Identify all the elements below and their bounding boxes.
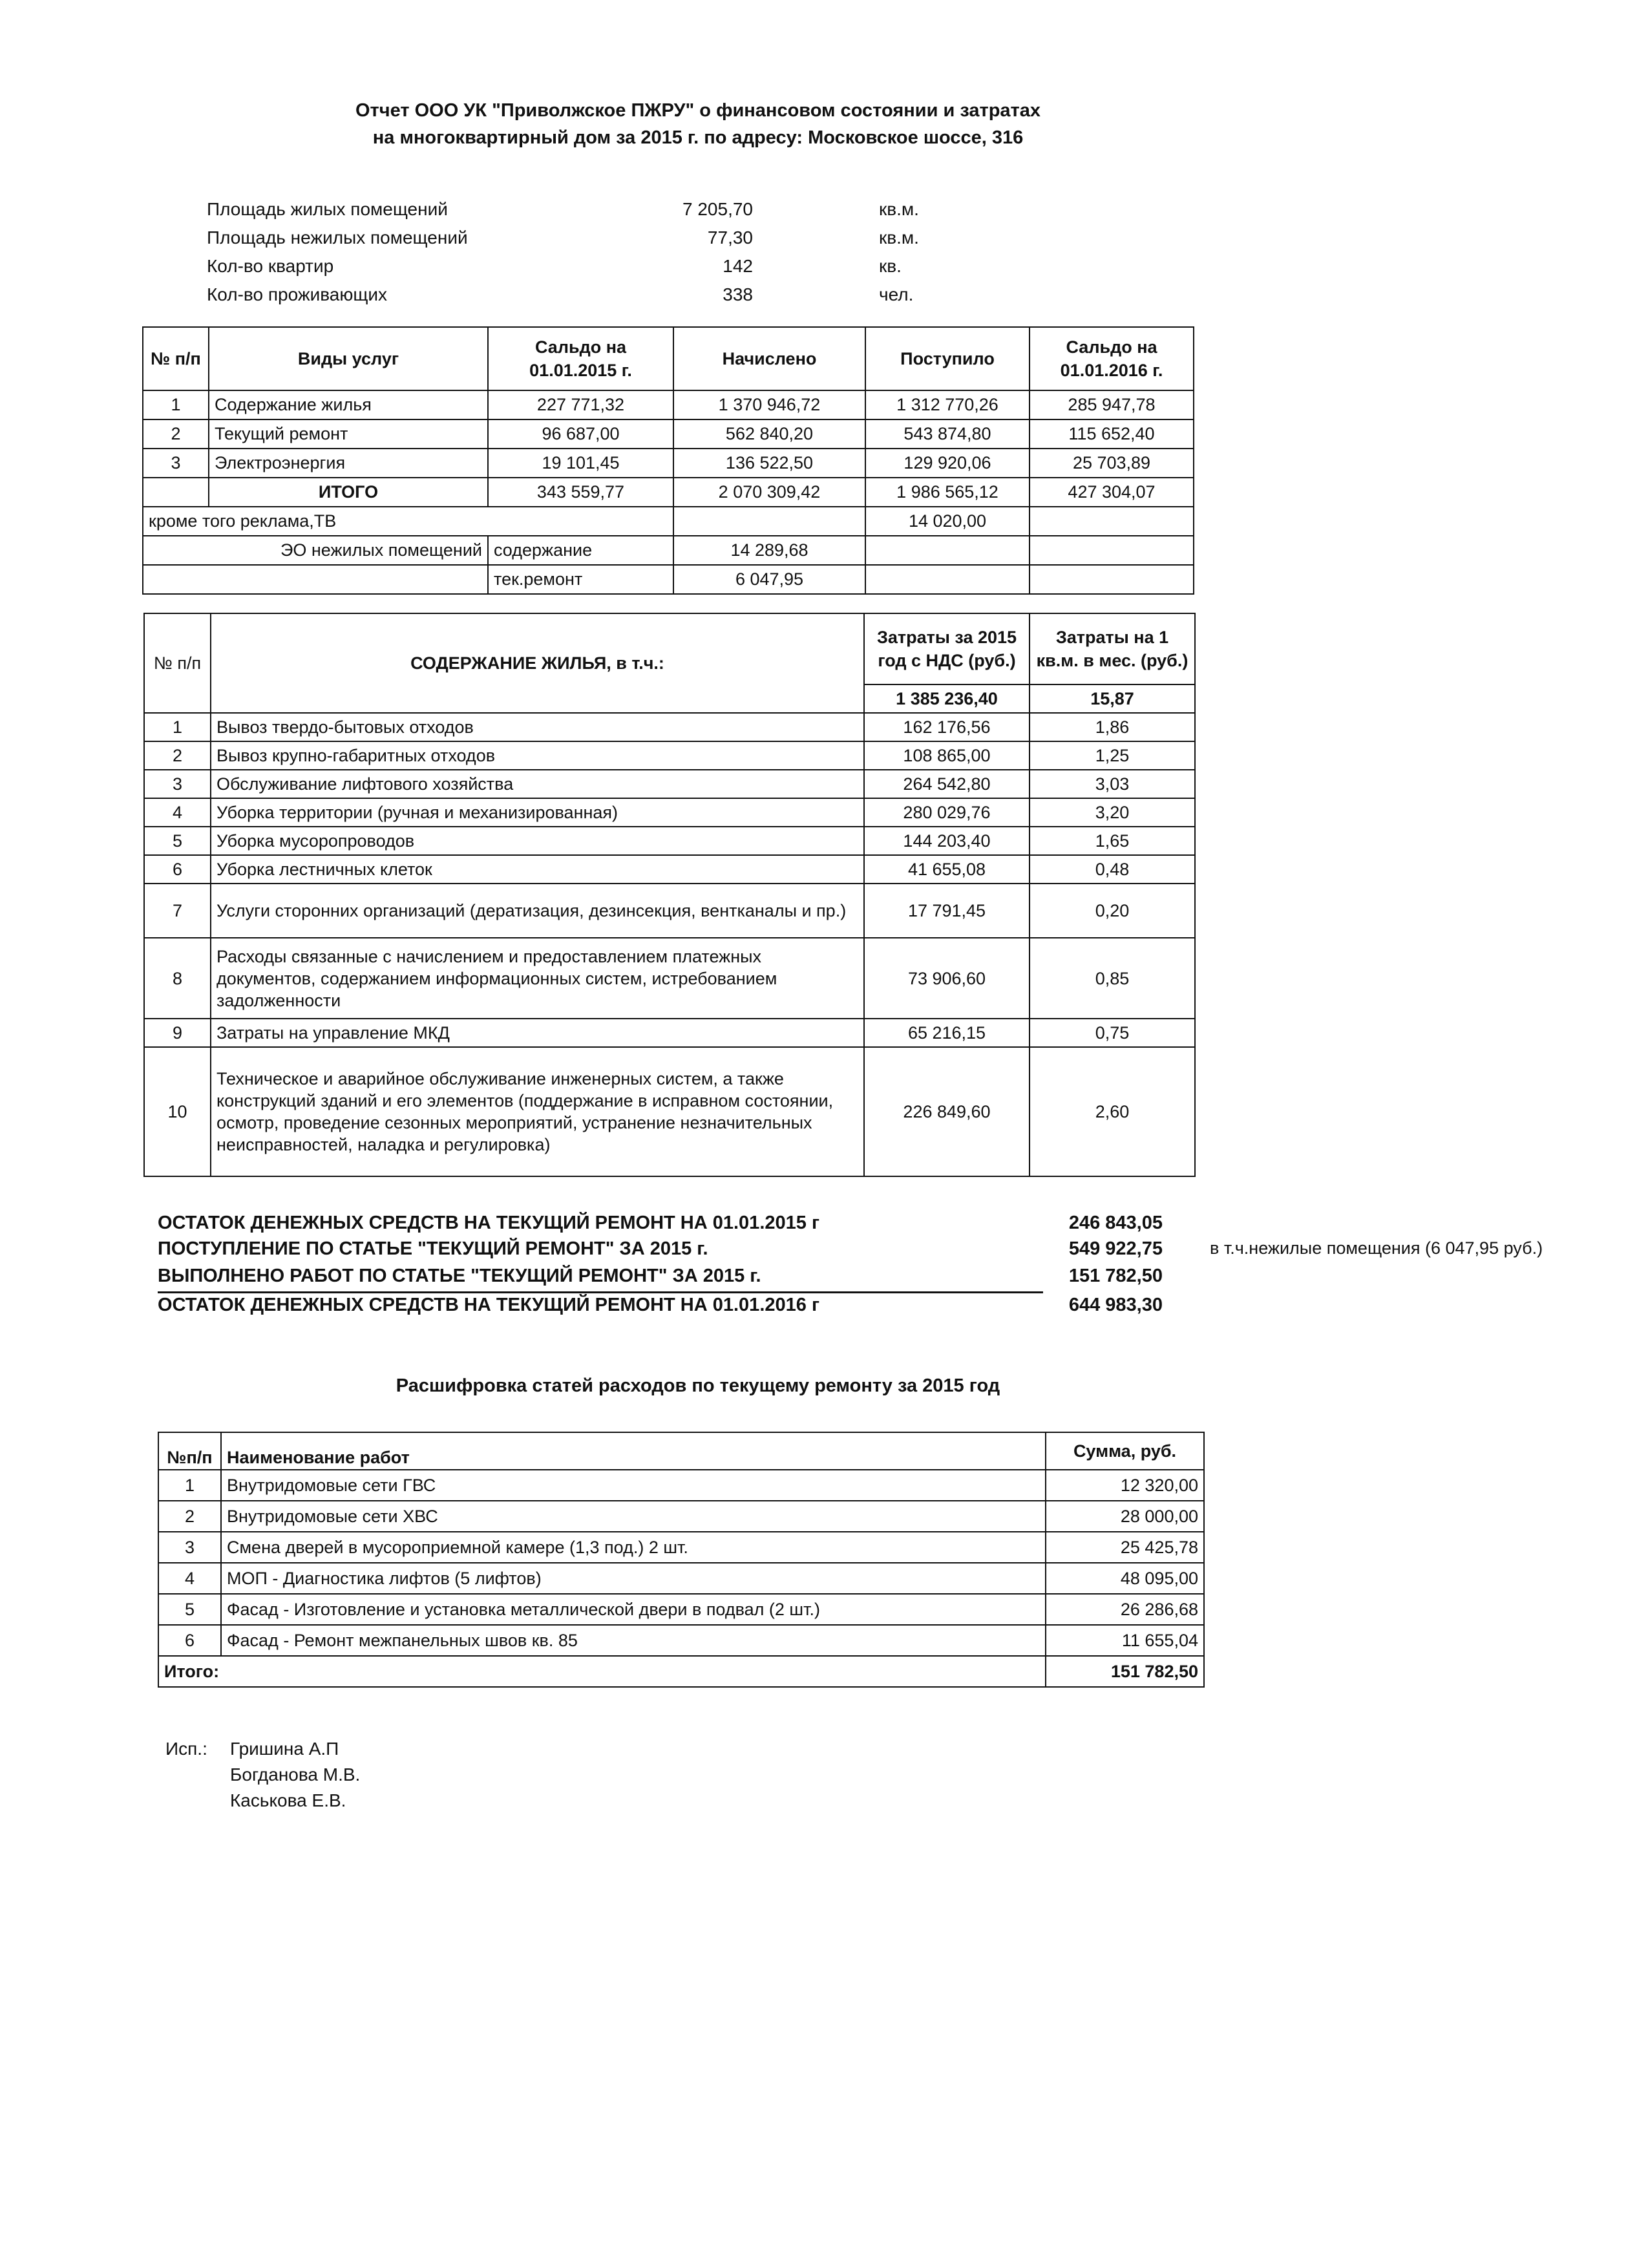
total-label: ИТОГО [209,478,488,507]
info-value: 7 205,70 [682,199,753,219]
cell: 427 304,07 [1030,478,1194,507]
cell: Фасад - Ремонт межпанельных швов кв. 85 [221,1625,1046,1656]
cell: 1 [143,390,209,419]
cell [1030,507,1194,536]
info-unit: кв.м. [879,228,919,248]
services-balance-table [142,326,1194,595]
cell: 144 203,40 [864,827,1030,855]
cell: 41 655,08 [864,855,1030,884]
info-label: Кол-во квартир [207,256,334,276]
table-row [144,855,1195,884]
cell [673,507,865,536]
cell: 6 [158,1625,221,1656]
total-per-sqm: 15,87 [1030,684,1195,713]
cell: 1,65 [1030,827,1195,855]
header-cell: Начислено [673,327,865,390]
cell: 136 522,50 [673,449,865,478]
header-cell: № п/п [144,613,211,713]
header-cell: Сумма, руб. [1046,1432,1204,1470]
cell: 4 [144,798,211,827]
cell: 4 [158,1563,221,1594]
maintenance-costs-table [143,613,1196,1177]
repair-funds-summary [158,1213,1543,1326]
cell: 1 [158,1470,221,1501]
ads-value: 14 020,00 [865,507,1030,536]
cell [143,565,488,594]
cell: Электроэнергия [209,449,488,478]
total-row [158,1656,1204,1687]
repair-label: ВЫПОЛНЕНО РАБОТ ПО СТАТЬЕ "ТЕКУЩИЙ РЕМОНТ" ЗА 2015 г. [158,1266,761,1286]
cell: 129 920,06 [865,449,1030,478]
cell: 3 [144,770,211,798]
cell: 115 652,40 [1030,419,1194,449]
cell: 2 [143,419,209,449]
table-row [143,419,1194,449]
executor-name: Богданова М.В. [230,1765,361,1785]
cell: 11 655,04 [1046,1625,1204,1656]
cell: Затраты на управление МКД [211,1019,864,1047]
cell: 2 070 309,42 [673,478,865,507]
cell: 264 542,80 [864,770,1030,798]
info-label: Кол-во проживающих [207,284,388,304]
executor-name: Каськова Е.В. [230,1790,346,1810]
cell: 73 906,60 [864,938,1030,1019]
header-cell: Сальдо на 01.01.2016 г. [1030,327,1194,390]
eo-label: ЭО нежилых помещений [143,536,488,565]
info-unit: чел. [879,284,914,304]
cell: 1 312 770,26 [865,390,1030,419]
cell: МОП - Диагностика лифтов (5 лифтов) [221,1563,1046,1594]
table-row [144,713,1195,741]
title-line-1: Отчет ООО УК "Приволжское ПЖРУ" о финансовом состоянии и затратах [355,100,1041,121]
title-line-2: на многоквартирный дом за 2015 г. по адресу: Московское шоссе, 316 [372,127,1024,148]
repair-works-table [158,1432,1205,1688]
repair-label: ПОСТУПЛЕНИЕ ПО СТАТЬЕ "ТЕКУЩИЙ РЕМОНТ" ЗА 2015 г. [158,1238,708,1259]
header-cell: № п/п [143,327,209,390]
table-row [144,884,1195,938]
cell: 28 000,00 [1046,1501,1204,1532]
cell: 3 [143,449,209,478]
table-row [143,449,1194,478]
repair-label: ОСТАТОК ДЕНЕЖНЫХ СРЕДСТВ НА ТЕКУЩИЙ РЕМОНТ НА 01.01.2016 г [158,1295,820,1315]
table-header-row [143,327,1194,390]
cell: Услуги сторонних организаций (дератизация, дезинсекция, вентканалы и пр.) [211,884,864,938]
cell: 10 [144,1047,211,1176]
cell: 65 216,15 [864,1019,1030,1047]
table-row [144,1019,1195,1047]
cell: 108 865,00 [864,741,1030,770]
table-row [143,390,1194,419]
cell: 17 791,45 [864,884,1030,938]
header-cell: Наименование работ [221,1432,1046,1470]
cell [1030,565,1194,594]
ads-label: кроме того реклама,ТВ [143,507,673,536]
info-value: 77,30 [707,228,753,248]
summary-divider [158,1291,1043,1293]
table-row [144,798,1195,827]
cell: Смена дверей в мусороприемной камере (1,3 под.) 2 шт. [221,1532,1046,1563]
cell [143,478,209,507]
eo-value: 6 047,95 [673,565,865,594]
cell: 562 840,20 [673,419,865,449]
repair-row [158,1238,1543,1269]
header-cell: СОДЕРЖАНИЕ ЖИЛЬЯ, в т.ч.: [211,613,864,713]
header-cell: Затраты на 1 кв.м. в мес. (руб.) [1030,613,1195,684]
eo-value: 14 289,68 [673,536,865,565]
cell: 1 370 946,72 [673,390,865,419]
repair-value: 246 843,05 [1068,1213,1163,1233]
repair-value: 549 922,75 [1068,1238,1163,1259]
cell: Расходы связанные с начислением и предоставлением платежных документов, содержанием информационных систем, истребованием задолженности [211,938,864,1019]
cell: 5 [144,827,211,855]
cell: Внутридомовые сети ХВС [221,1501,1046,1532]
info-unit: кв. [879,256,902,276]
repair-row [158,1266,1437,1291]
cell: 1,86 [1030,713,1195,741]
eo-sub-label: тек.ремонт [488,565,673,594]
total-row [143,478,1194,507]
cell: Вывоз крупно-габаритных отходов [211,741,864,770]
cell: 8 [144,938,211,1019]
info-unit: кв.м. [879,199,919,219]
info-label: Площадь нежилых помещений [207,228,468,248]
header-cell: Затраты за 2015 год с НДС (руб.) [864,613,1030,684]
table-row [158,1470,1204,1501]
cell: 2 [158,1501,221,1532]
repair-note: в т.ч.нежилые помещения (6 047,95 руб.) [1210,1238,1543,1258]
table-row [158,1501,1204,1532]
cell: 3,03 [1030,770,1195,798]
cell: 285 947,78 [1030,390,1194,419]
cell: 0,85 [1030,938,1195,1019]
cell [865,536,1030,565]
header-cell: Виды услуг [209,327,488,390]
cell: 25 703,89 [1030,449,1194,478]
cell: Уборка территории (ручная и механизированная) [211,798,864,827]
cell: 48 095,00 [1046,1563,1204,1594]
info-label: Площадь жилых помещений [207,199,448,219]
report-title [194,97,1202,151]
cell: 226 849,60 [864,1047,1030,1176]
eo-sub-label: содержание [488,536,673,565]
cell: 1 [144,713,211,741]
cell: 543 874,80 [865,419,1030,449]
repair-value: 151 782,50 [1068,1266,1163,1286]
cell: 96 687,00 [488,419,673,449]
info-value: 142 [723,256,753,276]
repair-value: 644 983,30 [1068,1295,1163,1315]
cell: 0,20 [1030,884,1195,938]
cell: Внутридомовые сети ГВС [221,1470,1046,1501]
repair-row [158,1295,1437,1326]
cell: 12 320,00 [1046,1470,1204,1501]
cell: 1 986 565,12 [865,478,1030,507]
eo-row [143,536,1194,565]
cell: Текущий ремонт [209,419,488,449]
table-row [158,1625,1204,1656]
cell: 6 [144,855,211,884]
cell: 7 [144,884,211,938]
cell: 280 029,76 [864,798,1030,827]
cell: 26 286,68 [1046,1594,1204,1625]
repair-label: ОСТАТОК ДЕНЕЖНЫХ СРЕДСТВ НА ТЕКУЩИЙ РЕМОНТ НА 01.01.2015 г [158,1213,820,1233]
cell [865,565,1030,594]
executors-label: Исп.: [165,1739,207,1759]
cell: 2 [144,741,211,770]
table-header-row [144,613,1195,684]
cell: Фасад - Изготовление и установка металлической двери в подвал (2 шт.) [221,1594,1046,1625]
table-row [144,1047,1195,1176]
cell: 9 [144,1019,211,1047]
cell: 343 559,77 [488,478,673,507]
cell: 1,25 [1030,741,1195,770]
cell: 25 425,78 [1046,1532,1204,1563]
cell: 227 771,32 [488,390,673,419]
table-row [158,1532,1204,1563]
cell: 2,60 [1030,1047,1195,1176]
cell: 0,75 [1030,1019,1195,1047]
executors-list [230,1736,360,1814]
total-value: 151 782,50 [1046,1656,1204,1687]
cell: Уборка лестничных клеток [211,855,864,884]
header-cell: №п/п [158,1432,221,1470]
total-label: Итого: [158,1656,1046,1687]
eo-row [143,565,1194,594]
cell: Содержание жилья [209,390,488,419]
table-row [158,1563,1204,1594]
cell: Техническое и аварийное обслуживание инженерных систем, а также конструкций зданий и его элементов (поддержание в исправном состоянии, осмотр, проведение сезонных мероприятий, устранение незначительных неисправностей, наладка и регулировка) [211,1047,864,1176]
table-row [144,827,1195,855]
executor-name: Гришина А.П [230,1739,339,1759]
table-row [144,938,1195,1019]
info-value: 338 [723,284,753,304]
cell: 19 101,45 [488,449,673,478]
table-header-row [158,1432,1204,1470]
repair-breakdown-title: Расшифровка статей расходов по текущему ремонту за 2015 год [396,1375,1000,1396]
table-row [144,770,1195,798]
cell: 3,20 [1030,798,1195,827]
cell: 3 [158,1532,221,1563]
ads-row [143,507,1194,536]
cell: 5 [158,1594,221,1625]
total-cost: 1 385 236,40 [864,684,1030,713]
cell [1030,536,1194,565]
cell: Обслуживание лифтового хозяйства [211,770,864,798]
table-row [158,1594,1204,1625]
cell: Вывоз твердо-бытовых отходов [211,713,864,741]
cell: 162 176,56 [864,713,1030,741]
header-cell: Поступило [865,327,1030,390]
cell: Уборка мусоропроводов [211,827,864,855]
header-cell: Сальдо на 01.01.2015 г. [488,327,673,390]
cell: 0,48 [1030,855,1195,884]
table-row [144,741,1195,770]
